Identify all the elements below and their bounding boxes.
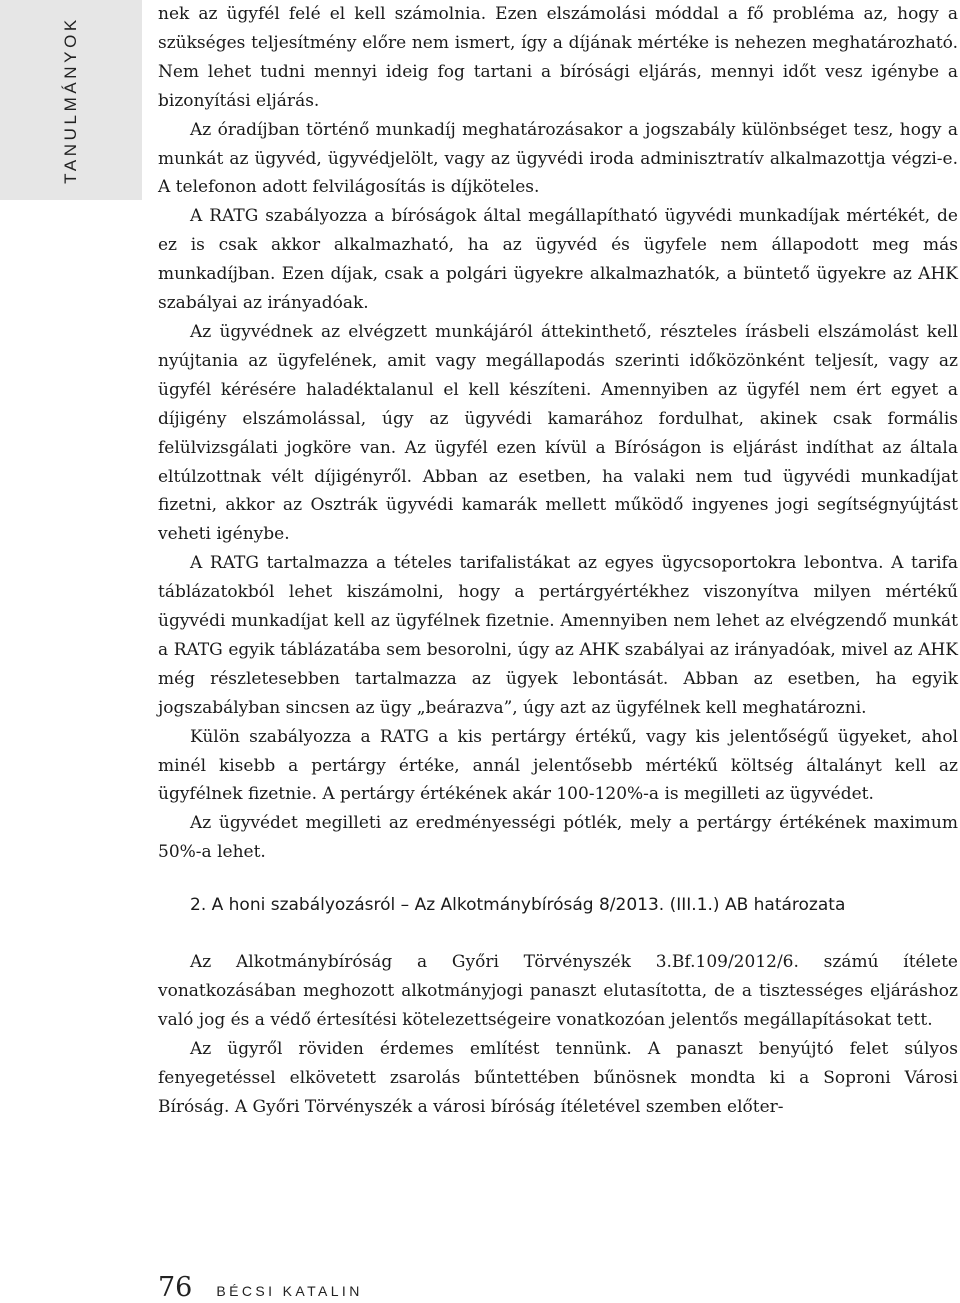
side-tab xyxy=(0,0,142,200)
side-tab-label: TANULMÁNYOK xyxy=(61,16,80,184)
paragraph: Az ügyvédet megilleti az eredményességi pótlék, mely a pertárgy értékének maximum 50%-a lehet. xyxy=(158,813,958,863)
paragraph: A RATG tartalmazza a tételes tarifalistákat az egyes ügycsoportokra lebontva. A tarifa táblázatokból lehet kiszámolni, hogy a pertárgyértékhez viszonyítva milyen mértékű ügyvédi munkadíjat kell az ügyfélnek fizetnie. Amennyiben nem lehet az elvégzendő munkát a RATG egyik táblázatába sem besorolni, úgy az AHK szabályai az irányadóak, mivel az AHK még részletesebben tartalmazza az ügyek lebontását. Abban az esetben, ha egyik jogszabályban sincsen az ügy „beárazva”, úgy azt az ügyfélnek kell meghatározni. xyxy=(158,553,958,718)
paragraph: Külön szabályozza a RATG a kis pertárgy értékű, vagy kis jelentőségű ügyeket, ahol minél kisebb a pertárgy értéke, annál jelentősebb mértékű költség általányt kell az ügyfélnek fizetnie. A pertárgy értékének akár 100-120%-a is megilleti az ügyvédet. xyxy=(158,726,958,805)
paragraph: Az óradíjban történő munkadíj meghatározásakor a jogszabály különbséget tesz, hogy a munkát az ügyvéd, ügyvédjelölt, vagy az ügyvédi iroda adminisztratív alkalmazottja végzi-e. A telefonon adott felvilágosítás is díjköteles. xyxy=(158,119,958,198)
section-heading: 2. A honi szabályozásról – Az Alkotmánybíróság 8/2013. (III.1.) AB határozata xyxy=(190,895,846,916)
paragraph: Az ügyről röviden érdemes említést tennünk. A panaszt benyújtó felet súlyos fenyegetéssel elkövetett zsarolás bűntettében bűnösnek mondta ki a Soproni Városi Bíróság. A Győri Törvényszék a városi bíróság ítéletével szemben előter- xyxy=(158,1038,958,1117)
paragraph: Az ügyvédnek az elvégzett munkájáról áttekinthető, részteles írásbeli elszámolást kell nyújtania az ügyfelének, amit vagy megállapodás szerinti időközönként teljesít, vagy az ügyfél kérésére haladéktalanul el kell készíteni. Amennyiben az ügyfél nem ért egyet a díjigény elszámolással, úgy az ügyvédi kamarához fordulhat, akinek csak formális felülvizsgálati jogköre van. Az ügyfél ezen kívül a Bíróságon is eljárást indíthat az általa eltúlzottnak vélt díjigényről. Abban az esetben, ha valaki nem tud ügyvédi munkadíjat fizetni, akkor az Osztrák ügyvédi kamarák mellett működő ingyenes jogi segítségnyújtást veheti igénybe. xyxy=(158,321,958,545)
article-body xyxy=(158,0,958,1122)
paragraph: nek az ügyfél felé el kell számolnia. Ezen elszámolási móddal a fő probléma az, hogy a szükséges teljesítmény előre nem ismert, így a díjának mértéke is nehezen meghatározható. Nem lehet tudni mennyi ideig fog tartani a bírósági eljárás, mennyi időt vesz igénybe a bizonyítási eljárás. xyxy=(158,4,958,111)
paragraph: A RATG szabályozza a bíróságok által megállapítható ügyvédi munkadíjak mértékét, de ez is csak akkor alkalmazható, ha az ügyvéd és ügyfele nem állapodott meg más munkadíjban. Ezen díjak, csak a polgári ügyekre alkalmazhatók, a büntető ügyekre az AHK szabályai az irányadóak. xyxy=(158,206,958,314)
running-author: BÉCSI KATALIN xyxy=(216,1283,363,1299)
page-footer xyxy=(158,1272,363,1303)
paragraph: Az Alkotmánybíróság a Győri Törvényszék 3.Bf.109/2012/6. számú ítélete vonatkozásában meghozott alkotmányjogi panaszt elutasította, de a tisztességes eljáráshoz való jog és a védő értesítési kötelezettségeire vonatkozóan jelentős megállapításokat tett. xyxy=(158,952,958,1030)
page-number: 76 xyxy=(158,1272,193,1303)
